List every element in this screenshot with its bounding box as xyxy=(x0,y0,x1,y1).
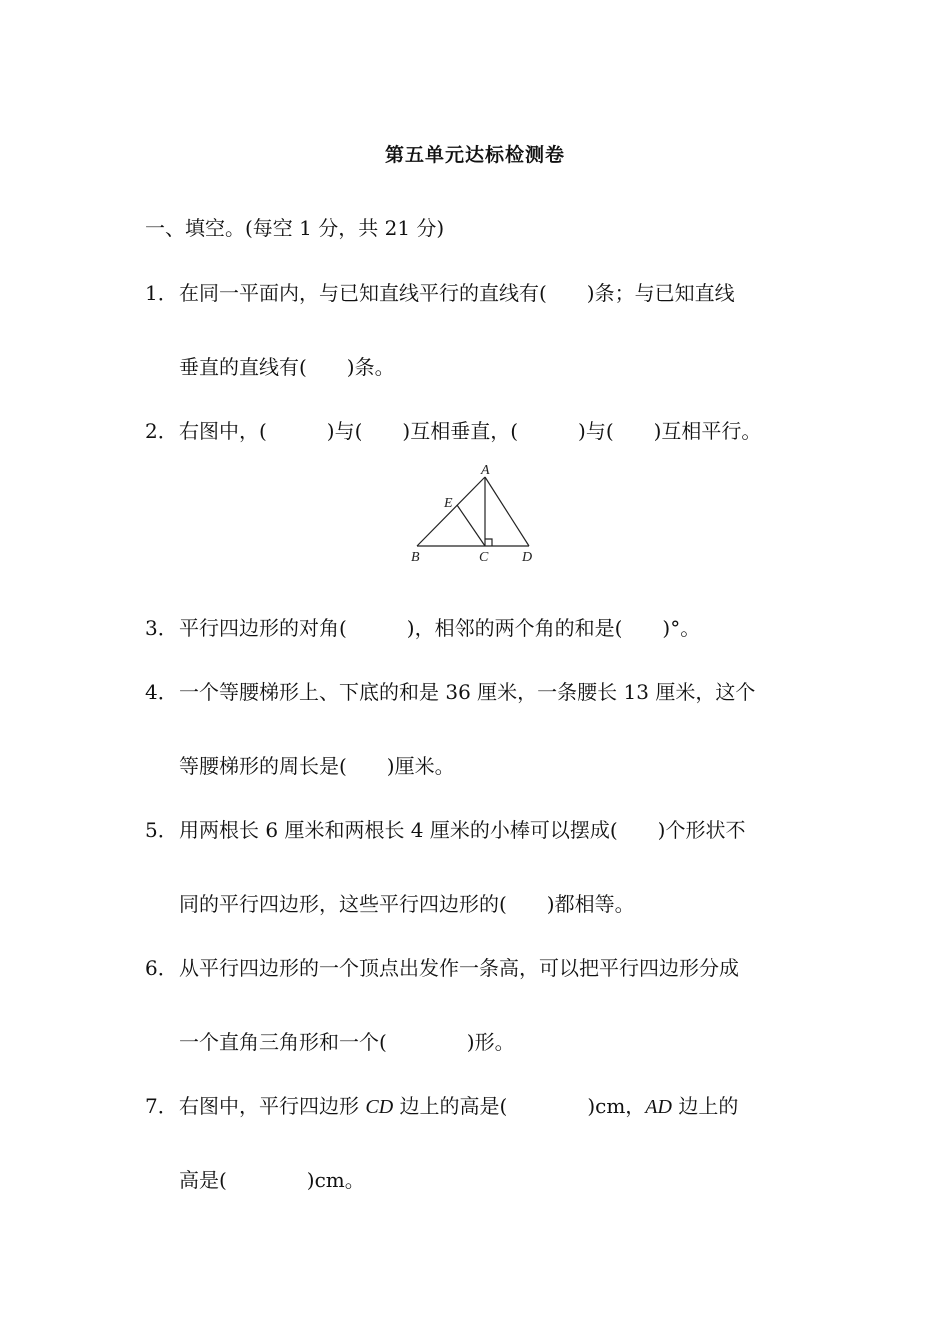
question-number: 5． xyxy=(145,818,178,842)
var-cd: CD xyxy=(365,1096,394,1118)
right-angle-mark xyxy=(485,539,492,546)
var-ad: AD xyxy=(645,1096,672,1118)
question-text: 用两根长 6 厘米和两根长 4 厘米的小棒可以摆成( )个形状不 xyxy=(179,818,746,842)
question-6 xyxy=(145,952,805,981)
question-4 xyxy=(145,676,805,705)
question-text-part-3: 边上的 xyxy=(671,1094,739,1118)
triangle-figure xyxy=(405,462,545,568)
label-b: B xyxy=(411,550,420,565)
question-number: 7． xyxy=(145,1094,178,1118)
question-6-line-2: 一个直角三角形和一个( )形。 xyxy=(179,1030,515,1054)
page-title: 第五单元达标检测卷 xyxy=(384,144,565,166)
segment-ec xyxy=(457,505,485,546)
question-4-line-2: 等腰梯形的周长是( )厘米。 xyxy=(179,754,455,778)
label-e: E xyxy=(444,496,453,511)
question-number: 6． xyxy=(145,956,178,980)
question-1-line-2: 垂直的直线有( )条。 xyxy=(179,355,395,379)
label-c: C xyxy=(479,550,489,565)
segment-ad xyxy=(485,477,529,546)
question-text: 平行四边形的对角( )，相邻的两个角的和是( )°。 xyxy=(179,616,701,640)
label-d: D xyxy=(522,550,533,565)
question-text: 一个等腰梯形上、下底的和是 36 厘米，一条腰长 13 厘米，这个 xyxy=(179,680,756,704)
question-text: 右图中，( )与( )互相垂直，( )与( )互相平行。 xyxy=(179,419,762,443)
label-a: A xyxy=(481,463,490,478)
question-7-line-2: 高是( )cm。 xyxy=(179,1168,365,1192)
question-number: 3． xyxy=(145,616,178,640)
question-5-line-2: 同的平行四边形，这些平行四边形的( )都相等。 xyxy=(179,892,635,916)
question-5 xyxy=(145,814,805,843)
question-2 xyxy=(145,415,805,444)
section-heading: 一、填空。(每空 1 分，共 21 分) xyxy=(145,216,445,240)
question-text: 在同一平面内，与已知直线平行的直线有( )条；与已知直线 xyxy=(179,281,735,305)
question-1 xyxy=(145,277,805,306)
question-3 xyxy=(145,612,805,641)
segment-ba xyxy=(417,477,485,546)
question-number: 4． xyxy=(145,680,178,704)
question-text-part-1: 右图中，平行四边形 xyxy=(179,1094,366,1118)
question-number: 1． xyxy=(145,281,178,305)
question-number: 2． xyxy=(145,419,178,443)
question-7 xyxy=(145,1090,805,1119)
question-text: 从平行四边形的一个顶点出发作一条高，可以把平行四边形分成 xyxy=(179,956,739,980)
question-text-part-2: 边上的高是( )cm， xyxy=(393,1094,646,1118)
